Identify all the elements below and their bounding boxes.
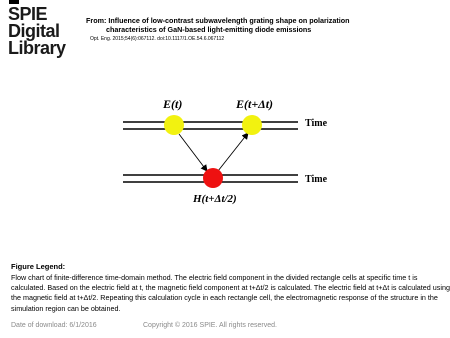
e-field-node-t-dt xyxy=(242,115,262,135)
logo-line-2: Digital xyxy=(8,21,60,41)
logo-line-3: Library xyxy=(8,38,66,58)
e-t-label: E(t) xyxy=(163,97,183,111)
source-title-line-2: characteristics of GaN-based light-emitting diode emissions xyxy=(106,25,312,34)
source-title-line-1: From: Influence of low-contrast subwavelength grating shape on polarization xyxy=(86,16,350,25)
arrow-h-to-e xyxy=(218,133,248,171)
figure-legend-text: Flow chart of finite-difference time-domain method. The electric field component in the divided rectangle cells at specific time t is calculated. Based on the electric field at t, the magnetic field component at t+Δt/2 is calculated. The electric field at t+Δt is calculated using the magnetic field at t+Δt/2. Repeating this calculation cycle in each rectangle cell, the electromagnetic response of the structure in the simulation region can be obtained. xyxy=(11,273,450,313)
h-label: H(t+Δt/2) xyxy=(193,193,237,205)
figure-legend-title: Figure Legend: xyxy=(11,262,66,271)
time-label-top: Time xyxy=(305,118,328,129)
h-field-node-t-half xyxy=(203,168,223,188)
arrow-e-to-h xyxy=(179,134,207,171)
e-t-dt-label: E(t+Δt) xyxy=(236,97,274,111)
logo-line-1: SPIE xyxy=(8,4,48,24)
download-date: Date of download: 6/1/2016 xyxy=(11,322,97,329)
source-citation: Opt. Eng. 2015;54(6):067112. doi:10.1117/1.OE.54.6.067112 xyxy=(90,36,225,42)
copyright-notice: Copyright © 2016 SPIE. All rights reserved. xyxy=(143,322,277,329)
e-field-node-t xyxy=(164,115,184,135)
time-label-bottom: Time xyxy=(305,174,328,185)
